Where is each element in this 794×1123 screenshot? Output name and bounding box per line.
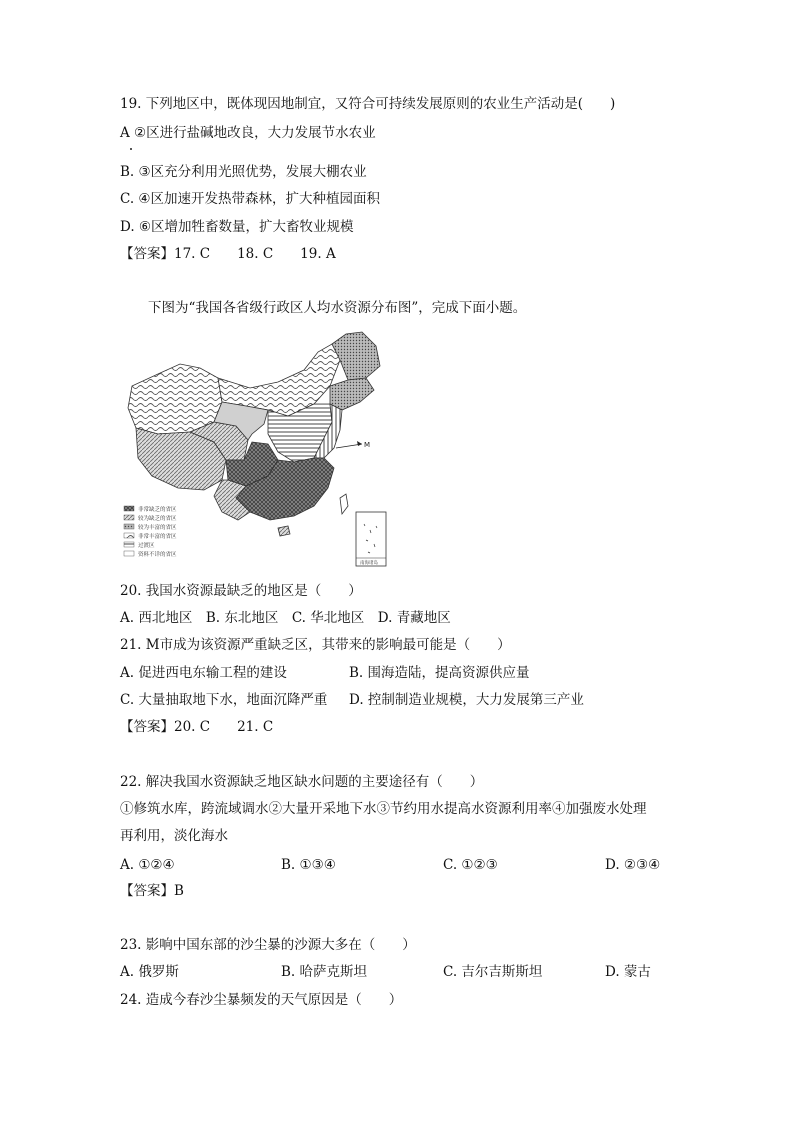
q20-stem: 20. 我国水资源最缺乏的地区是（ ） xyxy=(120,583,362,599)
china-water-resource-map xyxy=(118,330,390,572)
region-xinjiang xyxy=(128,364,222,434)
q21-option-d: D. 控制制造业规模，大力发展第三产业 xyxy=(349,692,584,708)
inset-label: 南海诸岛 xyxy=(360,561,378,566)
legend-label: 非常丰富的省区 xyxy=(138,534,177,540)
q22-stem: 22. 解决我国水资源缺乏地区缺水问题的主要途径有（ ） xyxy=(120,774,484,790)
answer-20-21: 【答案】20. C 21. C xyxy=(120,719,274,735)
south-china-sea-inset xyxy=(356,512,386,566)
q20-options: A. 西北地区 B. 东北地区 C. 华北地区 D. 青藏地区 xyxy=(120,610,451,626)
legend-label: 过渡区 xyxy=(138,543,155,549)
region-hainan xyxy=(278,526,290,536)
q23-stem: 23. 影响中国东部的沙尘暴的沙源大多在（ ） xyxy=(120,937,416,953)
region-taiwan xyxy=(340,494,348,514)
q22-statements-line-2: 再利用，淡化海水 xyxy=(120,828,228,844)
q21-option-a: A. 促进西电东输工程的建设 xyxy=(120,665,287,681)
answer-22: 【答案】B xyxy=(120,883,184,899)
q22-option-a: A. ①②④ xyxy=(120,857,175,873)
m-marker-label: M xyxy=(364,441,371,449)
q21-option-c: C. 大量抽取地下水，地面沉降严重 xyxy=(120,692,328,708)
map-intro: 下图为“我国各省级行政区人均水资源分布图”，完成下面小题。 xyxy=(148,300,527,316)
q19-option-d: D. ⑥区增加牲畜数量，扩大畜牧业规模 xyxy=(120,219,354,235)
q19-stem: 19. 下列地区中，既体现因地制宜，又符合可持续发展原则的农业生产活动是( ) xyxy=(120,96,616,112)
q22-option-b: B. ①③④ xyxy=(281,857,336,873)
legend-label: 较为丰富的省区 xyxy=(138,525,177,531)
q21-option-b: B. 围海造陆，提高资源供应量 xyxy=(349,665,530,681)
q21-options-row-1 xyxy=(120,664,680,682)
q22-option-c: C. ①②③ xyxy=(443,857,498,873)
q23-option-b: B. 哈萨克斯坦 xyxy=(281,964,368,980)
answer-17-19: 【答案】17. C 18. C 19. A xyxy=(120,246,336,262)
q23-option-a: A. 俄罗斯 xyxy=(120,964,179,980)
legend-label: 非常缺乏的省区 xyxy=(138,507,177,513)
q23-option-d: D. 蒙古 xyxy=(605,964,651,980)
q22-options xyxy=(120,856,680,874)
q19-option-a: A ②区进行盐碱地改良，大力发展节水农业 xyxy=(120,125,376,141)
region-heilongjiang xyxy=(332,332,380,380)
q21-stem: 21. M市成为该资源严重缺乏区，其带来的影响最可能是（ ） xyxy=(120,637,511,653)
q21-options-row-2 xyxy=(120,691,680,709)
q24-stem: 24. 造成今春沙尘暴频发的天气原因是（ ） xyxy=(120,992,403,1008)
region-northeast-south xyxy=(330,378,374,410)
q22-statements-line-1: ①修筑水库，跨流域调水②大量开采地下水③节约用水提高水资源利用率④加强废水处理 xyxy=(120,801,647,817)
q23-option-c: C. 吉尔吉斯斯坦 xyxy=(443,964,543,980)
q19-option-c: C. ④区加速开发热带森林，扩大种植园面积 xyxy=(120,191,381,207)
legend-label: 资料不详的省区 xyxy=(138,552,177,558)
m-arrow-head xyxy=(357,441,362,446)
q19-option-b: B. ③区充分利用光照优势，发展大棚农业 xyxy=(120,164,367,180)
stray-dot xyxy=(130,148,132,150)
legend-label: 较为缺乏的省区 xyxy=(138,516,177,522)
q23-options xyxy=(120,963,680,981)
q22-option-d: D. ②③④ xyxy=(605,857,661,873)
map-legend xyxy=(124,505,177,558)
